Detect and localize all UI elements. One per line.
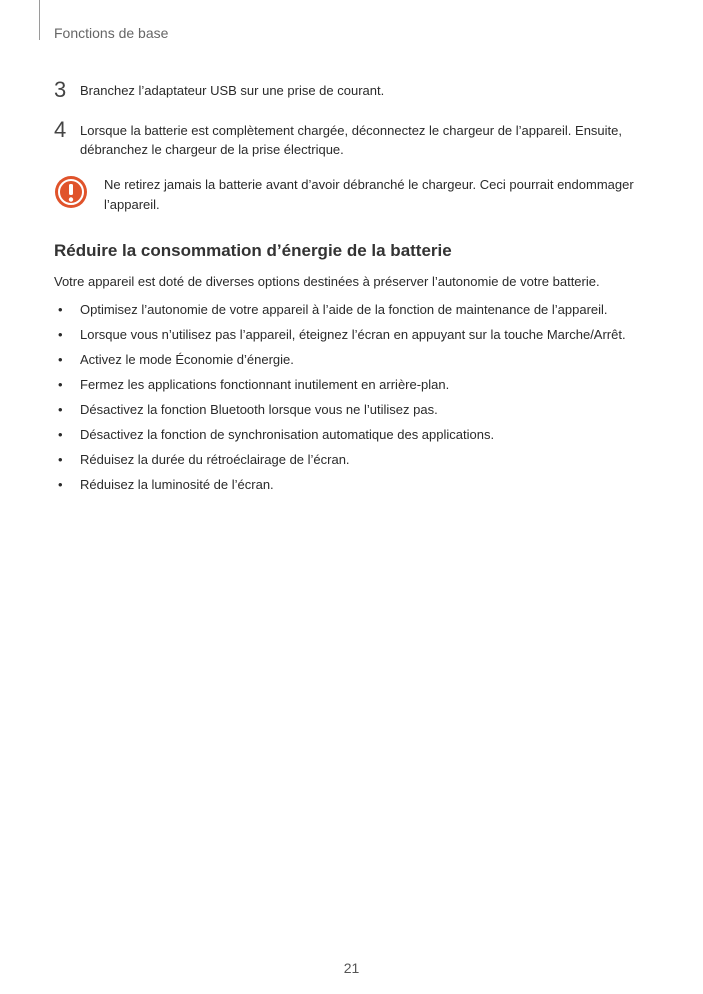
list-item bbox=[54, 300, 674, 325]
bullet-icon: • bbox=[58, 427, 63, 442]
bullet-icon: • bbox=[58, 402, 63, 417]
step-text: Branchez l’adaptateur USB sur une prise de courant. bbox=[80, 83, 385, 98]
section-heading: Réduire la consommation d’énergie de la batterie bbox=[54, 241, 452, 260]
bullet-icon: • bbox=[58, 352, 63, 367]
bullet-icon: • bbox=[58, 327, 63, 342]
list-item-text: Réduisez la durée du rétroéclairage de l’écran. bbox=[80, 452, 350, 467]
list-item-text: Activez le mode Économie d’énergie. bbox=[80, 352, 294, 367]
list-item bbox=[54, 350, 674, 375]
list-item-text: Réduisez la luminosité de l’écran. bbox=[80, 477, 274, 492]
list-item-text: Fermez les applications fonctionnant inutilement en arrière-plan. bbox=[80, 377, 450, 392]
warning-exclamation-icon bbox=[54, 175, 88, 209]
tips-list bbox=[54, 300, 674, 500]
bullet-icon: • bbox=[58, 477, 63, 492]
list-item bbox=[54, 475, 674, 500]
bullet-icon: • bbox=[58, 377, 63, 392]
page-number: 21 bbox=[343, 960, 360, 976]
step-number: 4 bbox=[54, 117, 67, 142]
list-item bbox=[54, 400, 674, 425]
list-item-text: Désactivez la fonction de synchronisation automatique des applications. bbox=[80, 427, 495, 442]
list-item bbox=[54, 325, 674, 350]
header-rule bbox=[39, 0, 40, 40]
header-title: Fonctions de base bbox=[54, 25, 169, 41]
bullet-icon: • bbox=[58, 302, 63, 317]
step-3 bbox=[54, 79, 654, 103]
list-item bbox=[54, 450, 674, 475]
list-item bbox=[54, 425, 674, 450]
list-item bbox=[54, 375, 674, 400]
step-4 bbox=[54, 119, 654, 163]
caution-text: Ne retirez jamais la batterie avant d’avoir débranché le chargeur. Ceci pourrait endommager l’appareil. bbox=[104, 177, 634, 212]
step-text: Lorsque la batterie est complètement chargée, déconnectez le chargeur de l’appareil. Ensuite, débranchez le chargeur de la prise électrique. bbox=[80, 123, 622, 157]
bullet-icon: • bbox=[58, 452, 63, 467]
step-number: 3 bbox=[54, 77, 67, 102]
list-item-text: Optimisez l’autonomie de votre appareil à l’aide de la fonction de maintenance de l’appareil. bbox=[80, 302, 608, 317]
list-item-text: Désactivez la fonction Bluetooth lorsque vous ne l’utilisez pas. bbox=[80, 402, 438, 417]
list-item-text: Lorsque vous n’utilisez pas l’appareil, éteignez l’écran en appuyant sur la touche Marche/Arrêt. bbox=[80, 327, 626, 342]
caution-note bbox=[54, 174, 654, 214]
section-intro: Votre appareil est doté de diverses options destinées à préserver l’autonomie de votre batterie. bbox=[54, 274, 600, 289]
